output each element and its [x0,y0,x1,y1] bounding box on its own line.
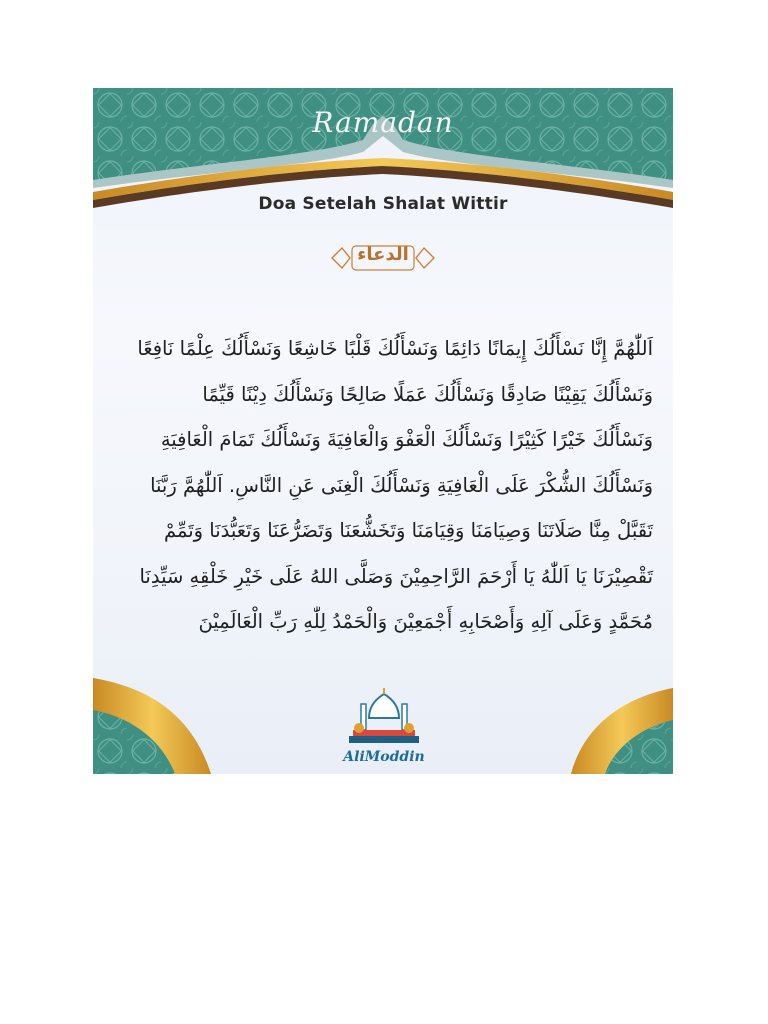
prayer-line: مُحَمَّدٍ وَعَلَى آلِهِ وَأَصْحَابِهِ أَجْمَعِيْنَ وَالْحَمْدُ لِلّٰهِ رَبِّ الْعَالَمِيْنَ [198,610,653,633]
section-badge [328,240,438,276]
prayer-line: وَنَسْأَلُكَ خَيْرًا كَثِيْرًا وَنَسْأَلُكَ الْعَفْوَ وَالْعَافِيَةَ وَنَسْأَلُكَ تَمَامَ الْعَافِيَةِ [160,428,653,451]
greeting-card [93,88,673,774]
brand-script: Ramadan [312,106,454,139]
page-title: Doa Setelah Shalat Wittir [258,194,508,214]
prayer-text [113,326,653,645]
prayer-line: تَقْصِيْرَنَا يَا اَللّٰهُ يَا أَرْحَمَ الرَّاحِمِيْنَ وَصَلَّى اللهُ عَلَى خَيْرِ خَلْقِهِ سَيِّدِنَا [139,564,653,588]
logo-wordmark: AliModdin [343,749,425,765]
brand-logo [339,686,429,774]
prayer-line: وَنَسْأَلُكَ يَقِيْنًا صَادِقًا وَنَسْأَلُكَ عَمَلًا صَالِحًا وَنَسْأَلُكَ دِيْنًا قَيِّمًا [202,382,653,406]
mosque-logo-icon [339,686,429,756]
prayer-line: وَنَسْأَلُكَ الشُّكْرَ عَلَى الْعَافِيَةِ وَنَسْأَلُكَ الْغِنَى عَنِ النَّاسِ. اَللّٰهُمَّ رَبَّنَا [150,473,653,497]
badge-label: الدعاء [357,244,409,265]
prayer-line: اَللّٰهُمَّ إِنَّا نَسْأَلُكَ إِيمَانًا دَائِمًا وَنَسْأَلُكَ قَلْبًا خَاشِعًا وَنَسْأَلُكَ عِلْمًا نَافِعًا [137,337,653,360]
prayer-line: تَقَبَّلْ مِنَّا صَلَاتَنَا وَصِيَامَنَا وَقِيَامَنَا وَتَخَشُّعَنَا وَتَضَرُّعَنَا وَتَعَبُّدَنَا وَتَمِّمْ [163,519,653,542]
